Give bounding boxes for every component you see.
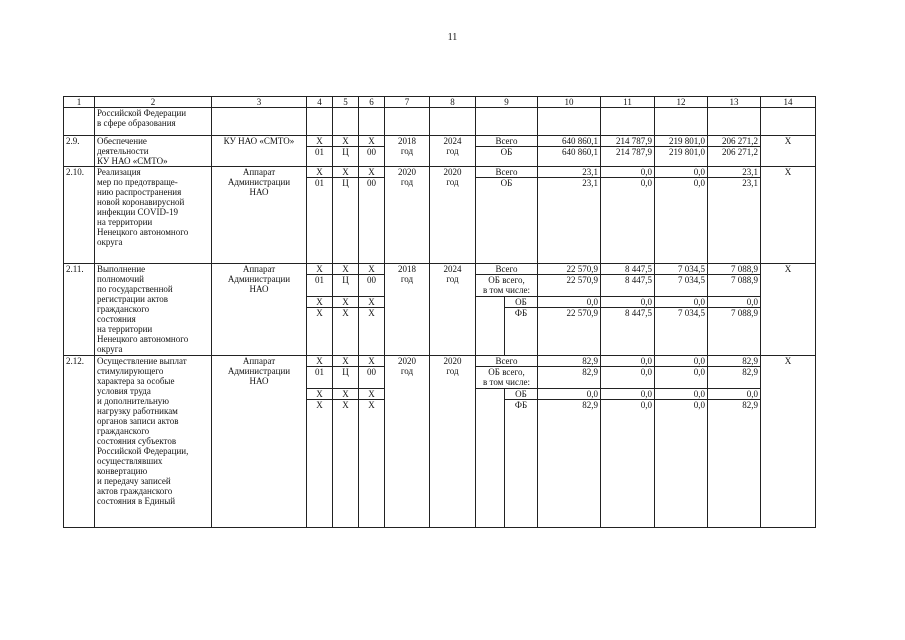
amount-cell: 0,0 [708, 297, 761, 308]
header-cell: 2 [95, 97, 212, 108]
header-row [64, 97, 816, 108]
amount-cell: 0,0 [601, 356, 655, 367]
col14-cell: Х [761, 136, 816, 167]
source-label: ФБ [505, 400, 538, 528]
code-cell: 01 [307, 147, 333, 167]
amount-cell: 7 088,9 [708, 308, 761, 356]
code-cell: Х [307, 308, 333, 356]
amount-cell: 214 787,9 [601, 147, 655, 167]
table-row [64, 136, 816, 147]
amount-cell: 23,1 [708, 167, 761, 178]
source-label: Всего [476, 264, 538, 275]
amount-cell: 23,1 [538, 178, 601, 264]
amount-cell: 0,0 [655, 400, 708, 528]
code-cell: 00 [359, 147, 385, 167]
code-cell: Х [333, 297, 359, 308]
start-year: 2018 год [385, 136, 430, 167]
header-cell: 5 [333, 97, 359, 108]
amount-cell: 82,9 [538, 367, 601, 389]
code-cell: Х [359, 356, 385, 367]
amount-cell: 0,0 [655, 389, 708, 400]
source-label: ОБ всего, в том числе: [476, 367, 538, 389]
col14-cell: Х [761, 264, 816, 356]
code-cell: 00 [359, 178, 385, 264]
amount-cell: 82,9 [708, 356, 761, 367]
start-year: 2018 год [385, 264, 430, 356]
amount-cell: 8 447,5 [601, 308, 655, 356]
amount-cell: 206 271,2 [708, 147, 761, 167]
amount-cell: 0,0 [538, 297, 601, 308]
amount-cell: 0,0 [601, 167, 655, 178]
header-cell: 8 [430, 97, 476, 108]
code-cell: Х [333, 389, 359, 400]
executor: Аппарат Администрации НАО [212, 167, 307, 264]
amount-cell: 0,0 [601, 389, 655, 400]
table-row [64, 264, 816, 275]
code-cell: 00 [359, 275, 385, 297]
executor: Аппарат Администрации НАО [212, 356, 307, 528]
amount-cell: 7 034,5 [655, 275, 708, 297]
table-row [64, 356, 816, 367]
amount-cell: 640 860,1 [538, 136, 601, 147]
row-number: 2.12. [64, 356, 95, 528]
source-label: ОБ [476, 178, 538, 264]
end-year: 2024 год [430, 264, 476, 356]
header-cell: 14 [761, 97, 816, 108]
code-cell: Х [333, 264, 359, 275]
header-cell: 4 [307, 97, 333, 108]
amount-cell: 219 801,0 [655, 147, 708, 167]
amount-cell: 640 860,1 [538, 147, 601, 167]
source-label: Всего [476, 167, 538, 178]
code-cell: Х [333, 356, 359, 367]
activity-name: Выполнение полномочий по государственной регистрации актов гражданского состояния на территории Ненецкого автономного округа [95, 264, 212, 356]
continuation-text: Российской Федерации в сфере образования [95, 108, 212, 136]
header-cell: 10 [538, 97, 601, 108]
code-cell: Х [359, 400, 385, 528]
code-cell: Ц [333, 367, 359, 389]
amount-cell: 0,0 [601, 367, 655, 389]
page-number: 11 [447, 32, 458, 43]
source-label: Всего [476, 136, 538, 147]
amount-cell: 0,0 [601, 400, 655, 528]
source-label: ОБ [505, 389, 538, 400]
source-label: ОБ [505, 297, 538, 308]
end-year: 2020 год [430, 167, 476, 264]
start-year: 2020 год [385, 167, 430, 264]
activity-name: Реализация мер по предотвраще- нию распространения новой коронавирусной инфекции COVID-19 на территории Ненецкого автономного округа [95, 167, 212, 264]
code-cell: Х [307, 389, 333, 400]
source-label: Всего [476, 356, 538, 367]
amount-cell: 8 447,5 [601, 275, 655, 297]
amount-cell: 23,1 [708, 178, 761, 264]
amount-cell: 206 271,2 [708, 136, 761, 147]
code-cell: Ц [333, 147, 359, 167]
source-label: ФБ [505, 308, 538, 356]
amount-cell: 22 570,9 [538, 275, 601, 297]
code-cell: Х [359, 136, 385, 147]
program-table [63, 96, 816, 528]
amount-cell: 0,0 [655, 356, 708, 367]
amount-cell: 82,9 [538, 400, 601, 528]
amount-cell: 0,0 [655, 178, 708, 264]
amount-cell: 82,9 [538, 356, 601, 367]
amount-cell: 82,9 [708, 400, 761, 528]
code-cell: Х [307, 400, 333, 528]
amount-cell: 0,0 [601, 297, 655, 308]
header-cell: 1 [64, 97, 95, 108]
amount-cell: 7 088,9 [708, 264, 761, 275]
amount-cell: 214 787,9 [601, 136, 655, 147]
code-cell: Ц [333, 275, 359, 297]
amount-cell: 22 570,9 [538, 264, 601, 275]
code-cell: 01 [307, 178, 333, 264]
code-cell: 00 [359, 367, 385, 389]
code-cell: Х [359, 264, 385, 275]
amount-cell: 219 801,0 [655, 136, 708, 147]
amount-cell: 7 034,5 [655, 308, 708, 356]
start-year: 2020 год [385, 356, 430, 528]
row-number: 2.10. [64, 167, 95, 264]
code-cell: 01 [307, 275, 333, 297]
executor: Аппарат Администрации НАО [212, 264, 307, 356]
code-cell: Х [333, 136, 359, 147]
code-cell: Х [359, 308, 385, 356]
table-row [64, 167, 816, 178]
amount-cell: 8 447,5 [601, 264, 655, 275]
code-cell: Х [307, 167, 333, 178]
code-cell: Х [333, 400, 359, 528]
executor: КУ НАО «СМТО» [212, 136, 307, 167]
amount-cell: 0,0 [538, 389, 601, 400]
continuation-row [64, 108, 816, 136]
col14-cell: Х [761, 356, 816, 528]
amount-cell: 7 088,9 [708, 275, 761, 297]
code-cell: Х [307, 264, 333, 275]
header-cell: 6 [359, 97, 385, 108]
header-cell: 3 [212, 97, 307, 108]
amount-cell: 22 570,9 [538, 308, 601, 356]
amount-cell: 23,1 [538, 167, 601, 178]
header-cell: 13 [708, 97, 761, 108]
code-cell: Х [307, 136, 333, 147]
header-cell: 7 [385, 97, 430, 108]
col14-cell: Х [761, 167, 816, 264]
amount-cell: 0,0 [655, 367, 708, 389]
amount-cell: 0,0 [708, 389, 761, 400]
amount-cell: 0,0 [601, 178, 655, 264]
code-cell: Х [359, 389, 385, 400]
end-year: 2020 год [430, 356, 476, 528]
header-cell: 11 [601, 97, 655, 108]
row-number: 2.9. [64, 136, 95, 167]
code-cell: Х [333, 167, 359, 178]
amount-cell: 7 034,5 [655, 264, 708, 275]
code-cell: Ц [333, 178, 359, 264]
source-label: ОБ всего, в том числе: [476, 275, 538, 297]
amount-cell: 0,0 [655, 297, 708, 308]
end-year: 2024 год [430, 136, 476, 167]
code-cell: Х [359, 297, 385, 308]
code-cell: 01 [307, 367, 333, 389]
activity-name: Обеспечение деятельности КУ НАО «СМТО» [95, 136, 212, 167]
header-cell: 12 [655, 97, 708, 108]
amount-cell: 82,9 [708, 367, 761, 389]
header-cell: 9 [476, 97, 538, 108]
code-cell: Х [307, 356, 333, 367]
row-number: 2.11. [64, 264, 95, 356]
code-cell: Х [359, 167, 385, 178]
code-cell: Х [333, 308, 359, 356]
code-cell: Х [307, 297, 333, 308]
amount-cell: 0,0 [655, 167, 708, 178]
activity-name: Осуществление выплат стимулирующего характера за особые условия труда и дополнительную нагрузку работникам органов записи актов гражданского состояния субъектов Российской Федерации, осуществлявших конвертацию и передачу записей актов гражданского состояния в Единый [95, 356, 212, 528]
source-label: ОБ [476, 147, 538, 167]
